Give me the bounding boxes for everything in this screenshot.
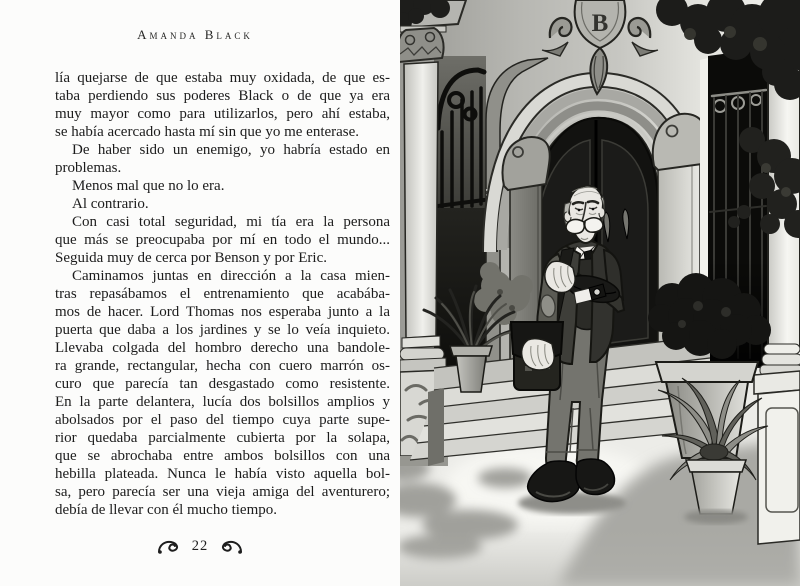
- text-line: abolsados por el paso del tiempo cuya parte supe-: [55, 412, 390, 428]
- text-line: muy mayor como para utilizarlos, pero ahí estaba,: [55, 106, 390, 122]
- text-line: De haber sido un enemigo, yo habría estado en: [72, 142, 390, 158]
- illustration: [400, 0, 800, 586]
- text-line: curo que parecía tan desgastado como resistente.: [55, 376, 390, 392]
- text-line: mos de hacer. Lord Thomas nos esperaba junto a la: [55, 304, 390, 320]
- flourish-left-icon: [157, 539, 183, 555]
- text-line: ra grande, rectangular, hecha con cuero marrón os-: [55, 358, 390, 374]
- fern-pot: [456, 356, 486, 392]
- text-line: sa, pero parecía ser una vieja amiga del aventurero;: [55, 484, 390, 500]
- capital: [400, 28, 444, 62]
- text-line: Llevaba colgada del hombro derecho una bandole-: [55, 340, 390, 356]
- text-line: lía quejarse de que estaba muy oxidada, de que es-: [55, 70, 390, 86]
- flourish-right-icon: [217, 539, 243, 555]
- text-line: puerta que daba a los jardines y se lo veía inquieto.: [55, 322, 390, 338]
- text-line: problemas.: [55, 160, 122, 176]
- text-line: taba perdiendo sus poderes Black o de que ya era: [55, 88, 390, 104]
- agave-pot: [692, 472, 740, 514]
- text-line: rior quedaba parcialmente cubierta por la solapa,: [55, 430, 390, 446]
- text-line: Caminamos juntas en dirección a la casa mien-: [72, 268, 390, 284]
- running-header: Amanda Black: [137, 27, 253, 42]
- text-line: Menos mal que no lo era.: [72, 178, 225, 194]
- text-line: En la parte delantera, lucía dos bolsillos amplios y: [55, 394, 390, 410]
- right-pedestal: [758, 390, 800, 544]
- text-line: Con casi total seguridad, mi tía era la persona: [72, 214, 390, 230]
- gripping-hand: [545, 261, 575, 292]
- monogram-letter: B: [591, 10, 609, 37]
- page-number: 22: [191, 538, 209, 554]
- text-line: tras repasábamos el entrenamiento que acabába-: [55, 286, 390, 302]
- text-line: se había acercado hasta mí sin que yo me enterase.: [55, 124, 360, 140]
- text-line: hebilla plateada. Nunca le había visto aquella bol-: [55, 466, 390, 482]
- text-line: que más se preocupaba por mí en todo el mundo...: [55, 232, 390, 248]
- page-footer: [0, 538, 400, 555]
- text-line: que se abrochaba entre ambos bolsillos con una: [55, 448, 390, 464]
- text-line: Al contrario.: [72, 196, 149, 212]
- text-line: Seguida muy de cerca por Benson y por Eric.: [55, 250, 327, 266]
- right-page-illustration: [400, 0, 800, 586]
- text-block: [55, 69, 390, 519]
- text-line: debía de llevar con él mucho tiempo.: [55, 502, 278, 518]
